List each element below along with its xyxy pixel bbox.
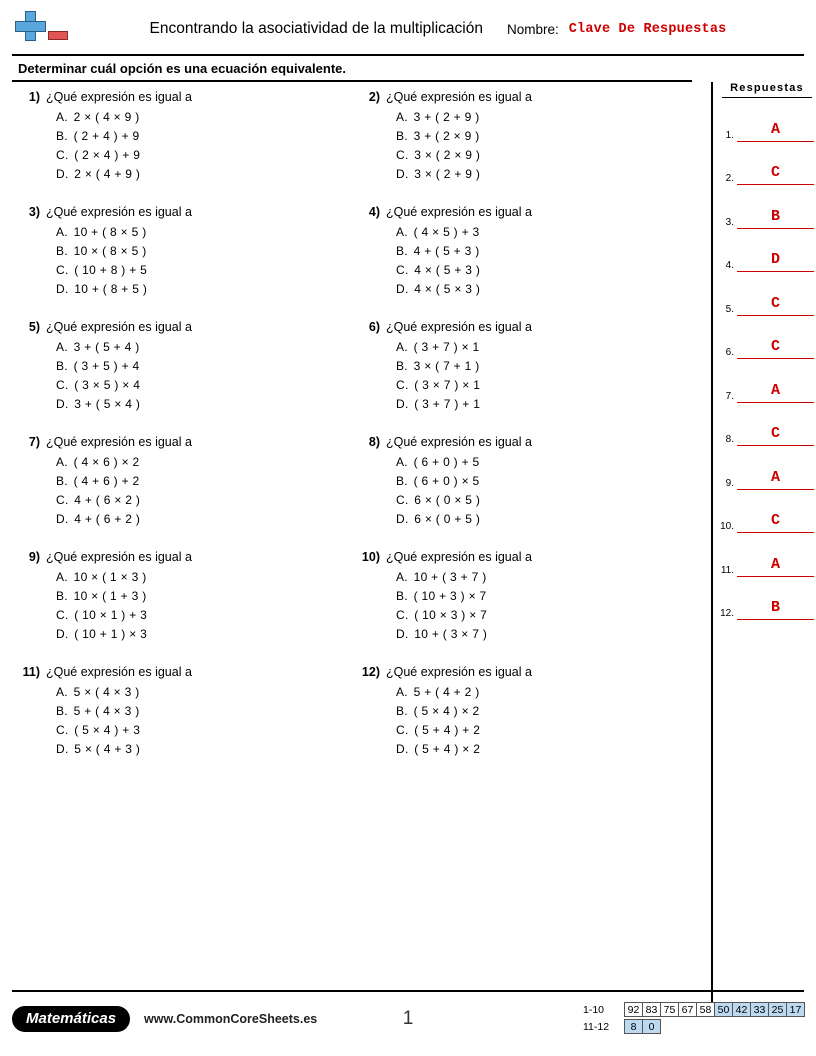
- choice-text: 5 × ( 4 + 3 ): [74, 742, 141, 756]
- answer-index: 9.: [725, 477, 734, 489]
- question-column: [352, 665, 692, 780]
- question-body: [386, 205, 692, 301]
- choice-text: ( 6 + 0 ) + 5: [413, 455, 480, 469]
- choice-text: ( 10 + 1 ) × 3: [74, 627, 148, 641]
- answer-choice[interactable]: [56, 263, 352, 277]
- answer-choice[interactable]: [396, 397, 692, 411]
- question-number: 9): [28, 550, 40, 564]
- question-prompt: ¿Qué expresión es igual a: [386, 90, 532, 104]
- choice-label: D.: [56, 742, 69, 756]
- choice-label: A.: [56, 110, 68, 124]
- question-column: [12, 205, 352, 320]
- answer-choice[interactable]: [56, 244, 352, 258]
- plus-minus-logo-icon: [12, 9, 72, 49]
- choice-label: B.: [56, 129, 68, 143]
- choice-text: 4 × ( 5 + 3 ): [414, 263, 481, 277]
- answer-index: 2.: [725, 173, 734, 184]
- answer-index: 8.: [725, 434, 734, 445]
- grading-scale-values: [624, 1002, 804, 1017]
- question-body: [386, 320, 692, 416]
- answer-choice[interactable]: [56, 110, 352, 124]
- question-column: [12, 435, 352, 550]
- question-prompt: ¿Qué expresión es igual a: [386, 665, 532, 679]
- answer-choice[interactable]: [396, 359, 692, 373]
- choice-label: C.: [56, 608, 69, 622]
- choice-text: ( 4 + 6 ) + 2: [73, 474, 140, 488]
- brand-badge: Matemáticas: [12, 1006, 130, 1032]
- answer-choice[interactable]: [396, 167, 692, 181]
- choice-label: C.: [396, 493, 409, 507]
- answer-row: [718, 490, 814, 534]
- choice-text: 4 + ( 6 + 2 ): [74, 512, 141, 526]
- question-prompt: ¿Qué expresión es igual a: [46, 205, 192, 219]
- question-prompt: ¿Qué expresión es igual a: [386, 435, 532, 449]
- choice-label: D.: [56, 282, 69, 296]
- choice-label: B.: [396, 359, 408, 373]
- answer-choice[interactable]: [396, 340, 692, 354]
- answer-choice[interactable]: [396, 685, 692, 699]
- answer-index: 12.: [720, 608, 734, 619]
- question-body: [46, 550, 352, 646]
- answer-choice[interactable]: [396, 244, 692, 258]
- question-body: [386, 435, 692, 531]
- grading-scale-cell: 25: [768, 1002, 787, 1017]
- choice-label: A.: [56, 225, 68, 239]
- grading-scale-label: 11-12: [583, 1020, 610, 1033]
- answer-value: A: [770, 468, 780, 486]
- choice-text: ( 4 × 6 ) × 2: [73, 455, 140, 469]
- choice-text: 4 + ( 6 × 2 ): [74, 493, 141, 507]
- answer-value: B: [770, 599, 780, 616]
- answer-choice[interactable]: [56, 148, 352, 162]
- answer-choice[interactable]: [396, 378, 692, 392]
- choice-label: D.: [396, 742, 409, 756]
- choice-label: D.: [56, 167, 69, 181]
- choice-label: C.: [56, 493, 69, 507]
- answer-choice[interactable]: [56, 474, 352, 488]
- choice-label: B.: [396, 704, 408, 718]
- answer-row: [718, 185, 814, 229]
- choice-text: 6 × ( 0 + 5 ): [414, 512, 481, 526]
- answer-value: A: [770, 555, 780, 573]
- question-number: 6): [368, 320, 380, 334]
- choice-label: C.: [396, 148, 409, 162]
- grading-scale-label: 1-10: [583, 1003, 605, 1016]
- answer-key-column: [718, 82, 814, 620]
- choice-text: 3 + ( 2 + 9 ): [413, 110, 480, 124]
- page-header: [12, 10, 804, 56]
- answer-index: 11.: [720, 564, 734, 576]
- answer-choice[interactable]: [56, 742, 352, 756]
- choice-label: D.: [396, 397, 409, 411]
- choice-text: ( 5 × 4 ) × 2: [413, 704, 480, 718]
- answer-row: [718, 316, 814, 360]
- answer-choice[interactable]: [56, 512, 352, 526]
- answer-choice[interactable]: [396, 455, 692, 469]
- choice-label: C.: [56, 723, 69, 737]
- answer-choice[interactable]: [56, 493, 352, 507]
- name-label: Nombre:: [506, 21, 559, 37]
- choice-text: 10 + ( 8 × 5 ): [73, 225, 147, 239]
- choice-label: B.: [396, 589, 408, 603]
- question-item: [12, 205, 352, 301]
- grading-scale-cell: 92: [624, 1002, 643, 1017]
- question-number: 2): [368, 90, 380, 104]
- answer-blank[interactable]: [737, 207, 814, 229]
- question-item: [352, 320, 692, 416]
- choice-label: D.: [56, 627, 69, 641]
- answer-choice[interactable]: [56, 225, 352, 239]
- answer-row: [718, 142, 814, 186]
- answer-choice[interactable]: [56, 340, 352, 354]
- choice-text: ( 3 + 7 ) + 1: [414, 397, 481, 411]
- grading-scale-cell: 33: [750, 1002, 769, 1017]
- question-column: [12, 320, 352, 435]
- question-column: [12, 550, 352, 665]
- choice-text: ( 4 × 5 ) + 3: [413, 225, 480, 239]
- question-body: [386, 550, 692, 646]
- questions-container: [12, 82, 692, 780]
- question-column: [352, 205, 692, 320]
- title-block: [72, 20, 804, 38]
- choice-text: ( 3 × 5 ) × 4: [74, 378, 141, 392]
- choice-text: 3 × ( 2 + 9 ): [414, 167, 481, 181]
- question-number: 3): [28, 205, 40, 219]
- answer-index: 6.: [725, 347, 734, 358]
- choice-label: A.: [56, 570, 68, 584]
- choice-label: C.: [56, 148, 69, 162]
- answer-value: B: [770, 207, 780, 225]
- choice-label: D.: [396, 282, 409, 296]
- answer-choice[interactable]: [396, 608, 692, 622]
- answer-blank[interactable]: [737, 163, 814, 185]
- choice-text: 3 + ( 2 × 9 ): [413, 129, 480, 143]
- answer-blank[interactable]: [737, 120, 814, 142]
- answer-choice[interactable]: [396, 110, 692, 124]
- choice-text: 3 × ( 2 × 9 ): [414, 148, 481, 162]
- answer-index: 4.: [725, 260, 734, 271]
- choice-text: 2 × ( 4 × 9 ): [73, 110, 140, 124]
- question-number: 8): [368, 435, 380, 449]
- choice-text: ( 3 + 5 ) + 4: [73, 359, 140, 373]
- choice-text: 3 × ( 7 + 1 ): [413, 359, 480, 373]
- question-body: [46, 320, 352, 416]
- page-title: Encontrando la asociatividad de la multiplicación: [149, 20, 483, 37]
- question-prompt: ¿Qué expresión es igual a: [46, 665, 192, 679]
- choice-label: B.: [56, 589, 68, 603]
- answer-row: [718, 403, 814, 447]
- question-number: 1): [28, 90, 40, 104]
- grading-scale-row: [583, 1019, 804, 1034]
- choice-text: ( 10 + 8 ) + 5: [74, 263, 148, 277]
- grading-scale-cell: 42: [732, 1002, 751, 1017]
- choice-text: ( 5 × 4 ) + 3: [74, 723, 141, 737]
- choice-text: ( 10 × 1 ) + 3: [74, 608, 148, 622]
- answer-value: C: [770, 338, 780, 355]
- choice-label: A.: [396, 570, 408, 584]
- question-prompt: ¿Qué expresión es igual a: [46, 90, 192, 104]
- grading-scale-cell: 83: [642, 1002, 661, 1017]
- answer-index: 5.: [725, 303, 734, 315]
- answer-index: 3.: [725, 216, 734, 228]
- answer-choice[interactable]: [396, 493, 692, 507]
- question-number: 11): [22, 665, 40, 679]
- choice-text: 10 × ( 8 × 5 ): [73, 244, 147, 258]
- answer-blank[interactable]: [737, 555, 814, 577]
- choice-label: C.: [56, 378, 69, 392]
- grading-scale-cell: 0: [642, 1019, 661, 1034]
- grading-scale: [583, 1002, 804, 1036]
- answer-choice[interactable]: [56, 359, 352, 373]
- question-body: [46, 90, 352, 186]
- answer-choice[interactable]: [56, 685, 352, 699]
- grading-scale-cell: 50: [714, 1002, 733, 1017]
- answer-row: [718, 359, 814, 403]
- choice-text: ( 5 + 4 ) × 2: [414, 742, 481, 756]
- choice-text: 10 + ( 3 × 7 ): [414, 627, 488, 641]
- answer-value: C: [770, 425, 780, 442]
- question-prompt: ¿Qué expresión es igual a: [386, 320, 532, 334]
- question-prompt: ¿Qué expresión es igual a: [46, 435, 192, 449]
- answer-choice[interactable]: [56, 167, 352, 181]
- answer-blank[interactable]: [737, 294, 814, 316]
- answer-choice[interactable]: [396, 570, 692, 584]
- answer-choice[interactable]: [396, 627, 692, 641]
- choice-label: D.: [396, 627, 409, 641]
- question-column: [352, 320, 692, 435]
- choice-label: B.: [56, 704, 68, 718]
- question-column: [12, 90, 352, 205]
- grading-scale-values: [624, 1019, 660, 1034]
- answer-choice[interactable]: [56, 589, 352, 603]
- answer-choice[interactable]: [56, 608, 352, 622]
- column-divider: [711, 82, 713, 1007]
- question-number: 10): [361, 550, 380, 564]
- page-footer: [12, 990, 804, 1046]
- answer-choice[interactable]: [56, 129, 352, 143]
- choice-text: ( 10 + 3 ) × 7: [413, 589, 487, 603]
- question-item: [352, 550, 692, 646]
- choice-label: B.: [396, 129, 408, 143]
- question-item: [352, 205, 692, 301]
- answer-choice[interactable]: [56, 627, 352, 641]
- choice-text: 5 × ( 4 × 3 ): [73, 685, 140, 699]
- question-body: [386, 665, 692, 761]
- choice-text: 10 × ( 1 × 3 ): [73, 570, 147, 584]
- question-body: [46, 205, 352, 301]
- choice-label: C.: [56, 263, 69, 277]
- answer-choice[interactable]: [396, 148, 692, 162]
- question-item: [12, 550, 352, 646]
- choice-label: D.: [396, 512, 409, 526]
- question-number: 12): [361, 665, 380, 679]
- question-body: [386, 90, 692, 186]
- answer-list: [718, 98, 814, 620]
- answer-choice[interactable]: [56, 378, 352, 392]
- answer-value: C: [770, 294, 780, 312]
- choice-label: A.: [396, 110, 408, 124]
- choice-label: C.: [396, 608, 409, 622]
- choice-label: D.: [56, 512, 69, 526]
- answer-choice[interactable]: [56, 397, 352, 411]
- answer-blank[interactable]: [737, 468, 814, 490]
- question-body: [46, 435, 352, 531]
- answer-choice[interactable]: [396, 474, 692, 488]
- answer-choice[interactable]: [56, 570, 352, 584]
- choice-label: A.: [396, 455, 408, 469]
- question-column: [352, 90, 692, 205]
- question-column: [352, 550, 692, 665]
- answer-value: C: [770, 512, 780, 529]
- answer-value: C: [770, 164, 780, 181]
- answer-row: [718, 98, 814, 142]
- choice-text: 10 + ( 3 + 7 ): [413, 570, 487, 584]
- choice-text: 5 + ( 4 × 3 ): [73, 704, 140, 718]
- answer-choice[interactable]: [396, 282, 692, 296]
- choice-text: ( 2 × 4 ) + 9: [74, 148, 141, 162]
- answer-choice[interactable]: [396, 589, 692, 603]
- answer-blank[interactable]: [737, 381, 814, 403]
- question-prompt: ¿Qué expresión es igual a: [46, 320, 192, 334]
- choice-text: ( 5 + 4 ) + 2: [414, 723, 481, 737]
- question-number: 5): [28, 320, 40, 334]
- choice-text: ( 10 × 3 ) × 7: [414, 608, 488, 622]
- worksheet-body: [12, 82, 804, 780]
- question-column: [352, 435, 692, 550]
- question-number: 4): [368, 205, 380, 219]
- choice-label: C.: [396, 263, 409, 277]
- choice-text: 3 + ( 5 + 4 ): [73, 340, 140, 354]
- answer-blank[interactable]: [737, 598, 814, 620]
- question-prompt: ¿Qué expresión es igual a: [386, 205, 532, 219]
- choice-text: ( 3 + 7 ) × 1: [413, 340, 480, 354]
- answer-choice[interactable]: [396, 742, 692, 756]
- answer-choice[interactable]: [56, 282, 352, 296]
- name-value: Clave De Respuestas: [568, 21, 727, 37]
- choice-label: B.: [56, 244, 68, 258]
- choice-label: D.: [396, 167, 409, 181]
- choice-text: 10 × ( 1 + 3 ): [73, 589, 147, 603]
- choice-label: B.: [56, 359, 68, 373]
- answer-row: [718, 272, 814, 316]
- answer-choice[interactable]: [396, 512, 692, 526]
- answer-choice[interactable]: [396, 225, 692, 239]
- choice-label: B.: [396, 244, 408, 258]
- answer-row: [718, 229, 814, 273]
- answer-blank[interactable]: [737, 424, 814, 446]
- choice-label: C.: [396, 378, 409, 392]
- question-item: [12, 435, 352, 531]
- instruction-text: Determinar cuál opción es una ecuación equivalente.: [12, 56, 692, 82]
- question-body: [46, 665, 352, 761]
- question-item: [12, 665, 352, 761]
- answer-choice[interactable]: [56, 723, 352, 737]
- answer-row: [718, 533, 814, 577]
- question-item: [12, 320, 352, 416]
- choice-text: 4 × ( 5 × 3 ): [414, 282, 481, 296]
- answer-index: 1.: [725, 129, 734, 141]
- choice-label: B.: [396, 474, 408, 488]
- answer-choice[interactable]: [396, 704, 692, 718]
- choice-text: 10 + ( 8 + 5 ): [74, 282, 148, 296]
- answer-index: 7.: [725, 390, 734, 402]
- question-column: [12, 665, 352, 780]
- grading-scale-cell: 58: [696, 1002, 715, 1017]
- choice-text: 6 × ( 0 × 5 ): [414, 493, 481, 507]
- choice-label: A.: [396, 340, 408, 354]
- answer-choice[interactable]: [396, 129, 692, 143]
- answer-blank[interactable]: [737, 511, 814, 533]
- grading-scale-cell: 67: [678, 1002, 697, 1017]
- choice-label: A.: [56, 685, 68, 699]
- answer-value: D: [770, 251, 780, 268]
- grading-scale-cell: 8: [624, 1019, 643, 1034]
- choice-label: A.: [56, 455, 68, 469]
- answer-row: [718, 446, 814, 490]
- question-prompt: ¿Qué expresión es igual a: [386, 550, 532, 564]
- answer-choice[interactable]: [396, 263, 692, 277]
- answer-value: A: [770, 120, 780, 138]
- grading-scale-cell: 75: [660, 1002, 679, 1017]
- choice-text: 2 × ( 4 + 9 ): [74, 167, 141, 181]
- question-prompt: ¿Qué expresión es igual a: [46, 550, 192, 564]
- answer-choice[interactable]: [396, 723, 692, 737]
- choice-label: C.: [396, 723, 409, 737]
- site-url: www.CommonCoreSheets.es: [144, 1012, 318, 1026]
- choice-text: 3 + ( 5 × 4 ): [74, 397, 141, 411]
- choice-label: A.: [396, 225, 408, 239]
- choice-text: 5 + ( 4 + 2 ): [413, 685, 480, 699]
- answer-blank[interactable]: [737, 250, 814, 272]
- answer-choice[interactable]: [56, 704, 352, 718]
- question-item: [352, 665, 692, 761]
- choice-text: ( 3 × 7 ) × 1: [414, 378, 481, 392]
- answer-row: [718, 577, 814, 621]
- page-number: 1: [402, 1008, 414, 1029]
- grading-scale-row: [583, 1002, 804, 1017]
- choice-label: D.: [56, 397, 69, 411]
- grading-scale-cell: 17: [786, 1002, 805, 1017]
- choice-text: ( 6 + 0 ) × 5: [413, 474, 480, 488]
- answer-value: A: [770, 381, 780, 399]
- answer-index: 10.: [720, 521, 734, 532]
- question-item: [352, 435, 692, 531]
- choice-label: B.: [56, 474, 68, 488]
- answer-key-header: Respuestas: [722, 82, 812, 98]
- choice-label: A.: [396, 685, 408, 699]
- answer-blank[interactable]: [737, 337, 814, 359]
- question-item: [12, 90, 352, 186]
- answer-choice[interactable]: [56, 455, 352, 469]
- question-number: 7): [28, 435, 40, 449]
- choice-text: 4 + ( 5 + 3 ): [413, 244, 480, 258]
- question-item: [352, 90, 692, 186]
- choice-text: ( 2 + 4 ) + 9: [73, 129, 140, 143]
- choice-label: A.: [56, 340, 68, 354]
